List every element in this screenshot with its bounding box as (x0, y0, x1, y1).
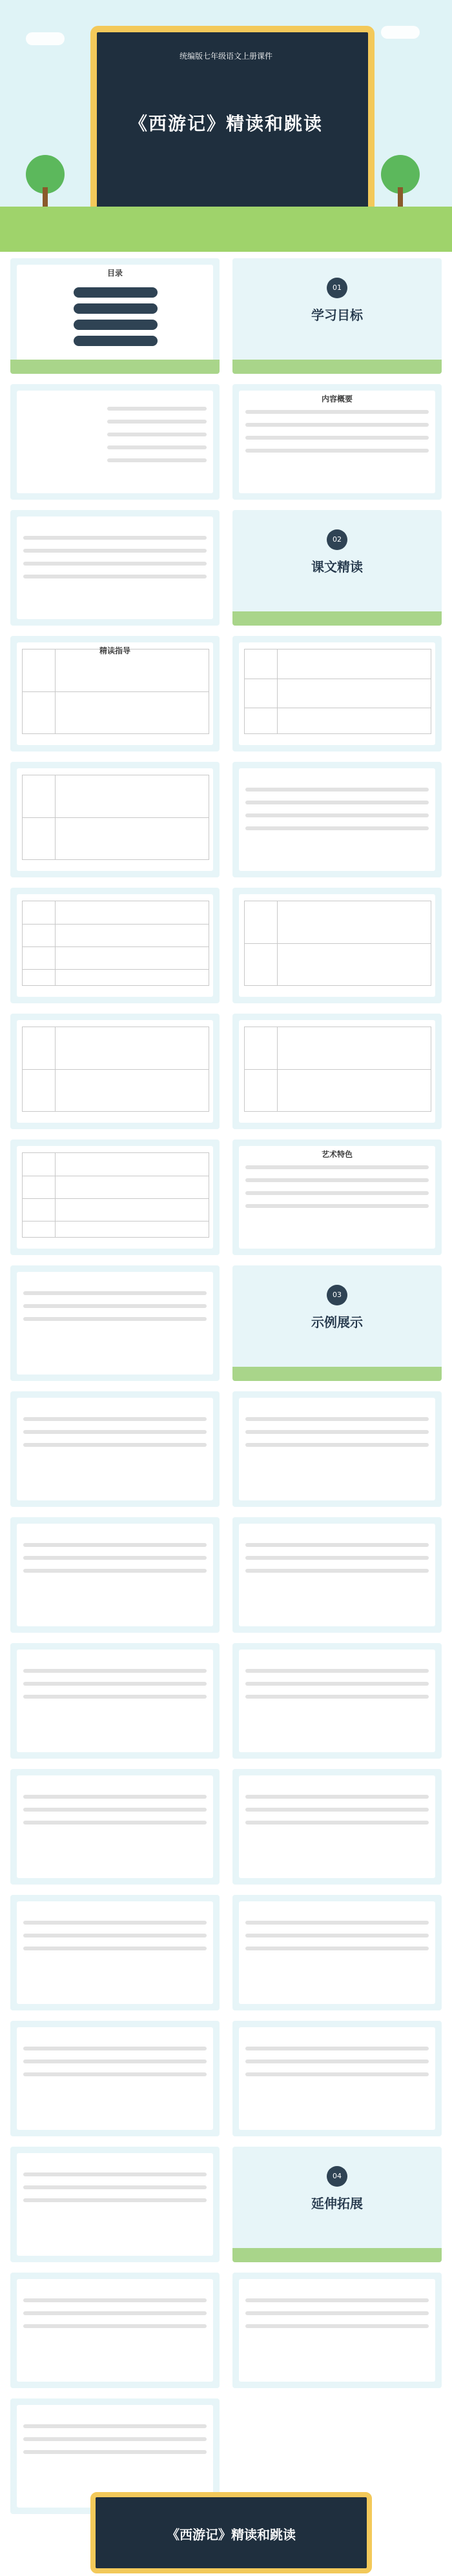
slide-example-11 (10, 2021, 220, 2136)
slide-title: 目录 (107, 269, 123, 278)
slide-example-1 (10, 1391, 220, 1507)
slide-extension-1 (10, 2273, 220, 2388)
section-number: 03 (327, 1285, 347, 1305)
slide-section-1 (232, 258, 442, 374)
slide-table-3 (10, 888, 220, 1003)
slide-example-9 (10, 1895, 220, 2010)
slide-art (232, 1140, 442, 1255)
slide-example-6 (232, 1643, 442, 1759)
grass (0, 207, 452, 252)
footer-slide (90, 2492, 372, 2573)
slide-guide-2 (10, 762, 220, 877)
cover-title: 《西游记》精读和跳读 (128, 113, 323, 134)
slide-text (10, 510, 220, 626)
slide-table-5 (10, 1014, 220, 1129)
slide-title: 精读指导 (99, 646, 130, 655)
section-number: 04 (327, 2166, 347, 2187)
slide-heading: 课文精读 (311, 559, 363, 575)
cloud-icon (26, 32, 65, 45)
cover-slide (0, 0, 452, 252)
slide-example-13 (10, 2147, 220, 2262)
slide-summary (232, 384, 442, 500)
tree-icon (381, 155, 420, 207)
slide-example-3 (10, 1517, 220, 1633)
slide-example-10 (232, 1895, 442, 2010)
slide-example-2 (232, 1391, 442, 1507)
slide-list (232, 762, 442, 877)
slide-heading: 学习目标 (311, 307, 363, 323)
section-number: 02 (327, 529, 347, 550)
slide-author (10, 384, 220, 500)
slide-table-4 (232, 888, 442, 1003)
slide-table (232, 636, 442, 751)
slide-example-5 (10, 1643, 220, 1759)
slide-guide (10, 636, 220, 751)
slide-example-7 (10, 1769, 220, 1885)
section-number: 01 (327, 278, 347, 298)
footer-title: 《西游记》精读和跳读 (167, 2527, 296, 2542)
slide-section-2 (232, 510, 442, 626)
slide-example-8 (232, 1769, 442, 1885)
slide-heading: 延伸拓展 (311, 2196, 363, 2211)
slide-extension-2 (232, 2273, 442, 2388)
cloud-icon (381, 26, 420, 39)
slide-toc (10, 258, 220, 374)
slide-example-12 (232, 2021, 442, 2136)
slide-section-3 (232, 1265, 442, 1381)
slide-grid (10, 258, 442, 2576)
slide-section-4 (232, 2147, 442, 2262)
slide-title: 艺术特色 (321, 1150, 353, 1159)
slide-heading: 示例展示 (311, 1314, 363, 1330)
cover-subtitle: 统编版七年级语文上册课件 (179, 52, 272, 61)
slide-table-7 (10, 1140, 220, 1255)
slide-topic (10, 1265, 220, 1381)
slide-title: 内容概要 (321, 394, 353, 404)
tree-icon (26, 155, 65, 207)
slide-table-6 (232, 1014, 442, 1129)
slide-example-4 (232, 1517, 442, 1633)
